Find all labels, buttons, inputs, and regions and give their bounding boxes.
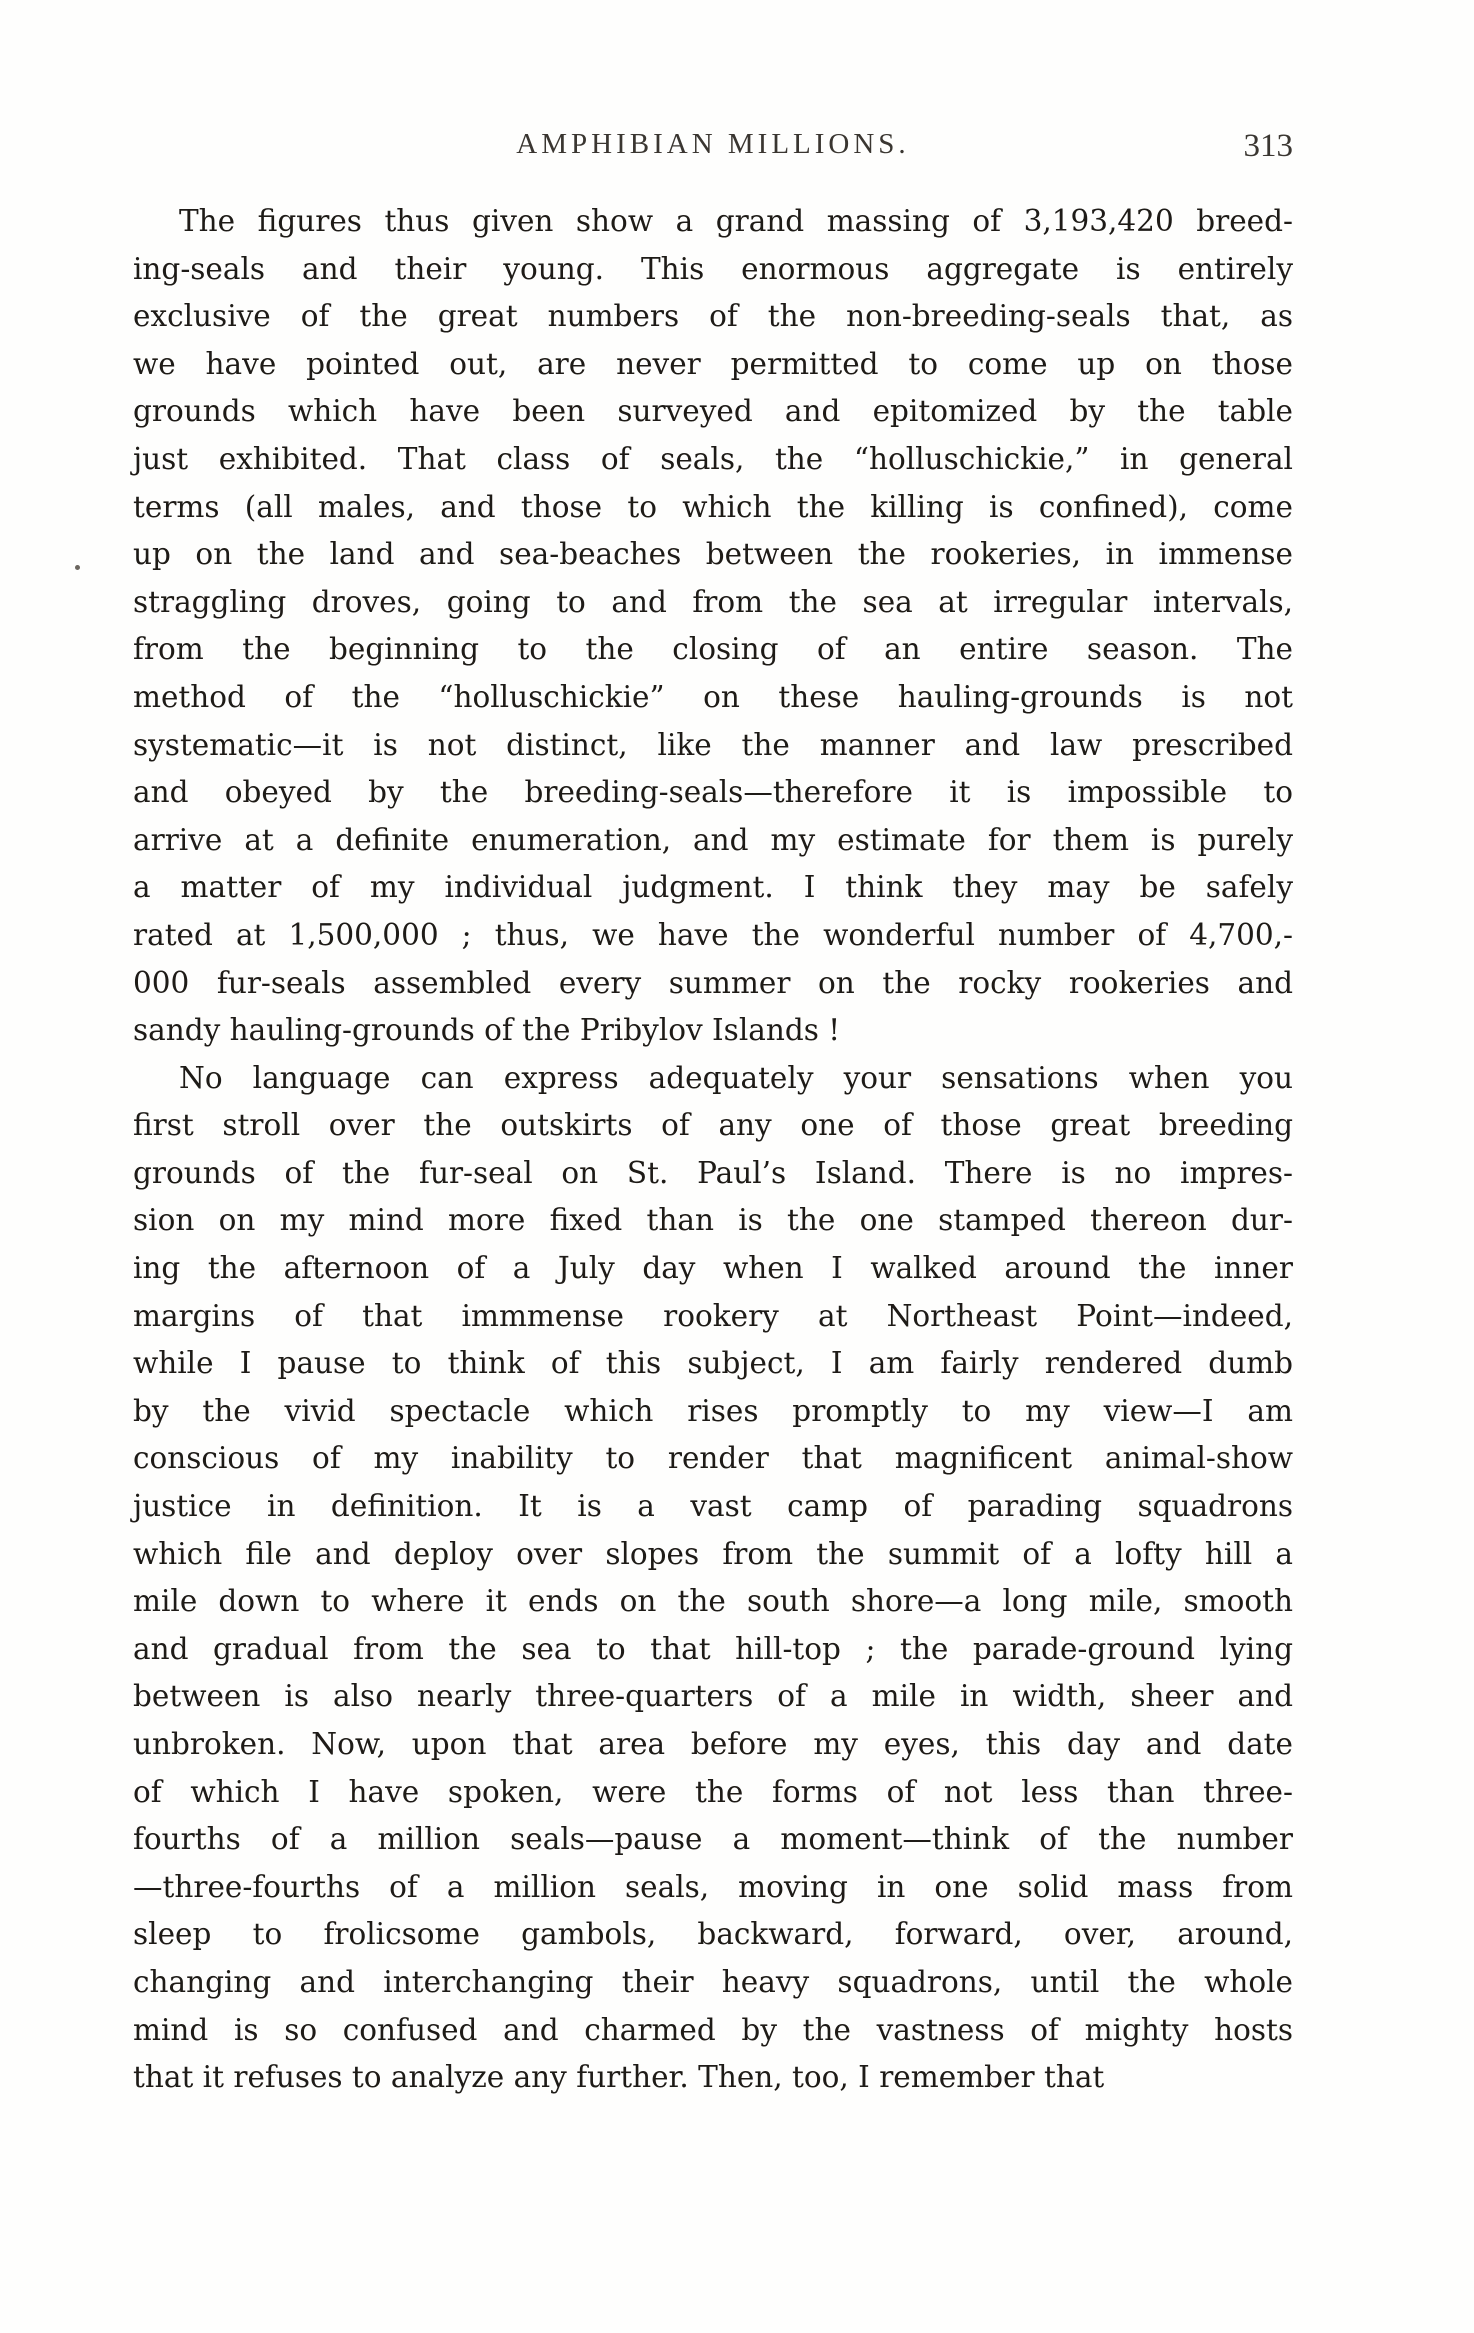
text-line: changing and interchanging their heavy squadrons, until the whole <box>133 1964 1293 1999</box>
text-line: and obeyed by the breeding-seals—therefore it is impossible to <box>133 775 1293 810</box>
body-text <box>133 198 1293 2102</box>
text-line: rated at 1,500,000 ; thus, we have the wonderful number of 4,700,- <box>133 917 1293 952</box>
text-line: mile down to where it ends on the south shore—a long mile, smooth <box>133 1584 1293 1619</box>
text-line: a matter of my individual judgment. I think they may be safely <box>133 870 1293 905</box>
text-line: that it refuses to analyze any further. Then, too, I remember that <box>133 2060 1105 2095</box>
text-line: while I pause to think of this subject, I am fairly rendered dumb <box>133 1346 1293 1381</box>
text-line: between is also nearly three-quarters of a mile in width, sheer and <box>133 1679 1293 1714</box>
text-line: of which I have spoken, were the forms of not less than three- <box>133 1774 1293 1809</box>
text-line: sandy hauling-grounds of the Pribylov Islands ! <box>133 1013 841 1048</box>
text-line: ing the afternoon of a July day when I walked around the inner <box>133 1251 1293 1286</box>
text-line: exclusive of the great numbers of the non-breeding-seals that, as <box>133 299 1293 334</box>
text-line: arrive at a definite enumeration, and my estimate for them is purely <box>133 822 1293 857</box>
text-line: The figures thus given show a grand massing of 3,193,420 breed- <box>179 204 1293 238</box>
text-line: terms (all males, and those to which the killing is confined), come <box>133 489 1293 524</box>
text-line: fourths of a million seals—pause a moment—think of the number <box>133 1822 1293 1857</box>
running-title: AMPHIBIAN MILLIONS. <box>516 128 910 160</box>
text-line: —three-fourths of a million seals, moving in one solid mass from <box>133 1869 1293 1904</box>
text-line: just exhibited. That class of seals, the “holluschickie,” in general <box>133 441 1293 476</box>
text-line: method of the “holluschickie” on these hauling-grounds is not <box>133 679 1293 714</box>
text-line: justice in definition. It is a vast camp of parading squadrons <box>133 1489 1293 1524</box>
text-line: margins of that immmense rookery at Northeast Point—indeed, <box>133 1298 1293 1333</box>
running-head <box>133 128 1293 168</box>
text-line: by the vivid spectacle which rises promptly to my view—I am <box>133 1393 1293 1428</box>
text-line: grounds which have been surveyed and epitomized by the table <box>133 394 1293 429</box>
text-line: first stroll over the outskirts of any one of those great breeding <box>133 1108 1293 1143</box>
text-line: which file and deploy over slopes from the summit of a lofty hill a <box>133 1536 1293 1571</box>
text-line: ing-seals and their young. This enormous aggregate is entirely <box>133 251 1293 286</box>
text-line: unbroken. Now, upon that area before my eyes, this day and date <box>133 1727 1293 1761</box>
text-line: 000 fur-seals assembled every summer on the rocky rookeries and <box>133 965 1293 1000</box>
paragraph <box>133 1055 1293 2102</box>
text-line: we have pointed out, are never permitted to come up on those <box>133 346 1293 381</box>
margin-mark <box>75 565 80 570</box>
text-line: from the beginning to the closing of an entire season. The <box>133 632 1293 667</box>
text-line: straggling droves, going to and from the sea at irregular intervals, <box>133 584 1293 619</box>
text-line: up on the land and sea-beaches between the rookeries, in immense <box>133 537 1293 572</box>
text-line: and gradual from the sea to that hill-top ; the parade-ground lying <box>133 1631 1293 1666</box>
text-line: grounds of the fur-seal on St. Paul’s Island. There is no impres- <box>133 1155 1293 1190</box>
text-line: No language can express adequately your sensations when you <box>179 1060 1293 1095</box>
page-number: 313 <box>1243 128 1293 164</box>
text-line: mind is so confused and charmed by the vastness of mighty hosts <box>133 2012 1293 2047</box>
text-line: sleep to frolicsome gambols, backward, forward, over, around, <box>133 1917 1293 1952</box>
paragraph <box>133 198 1293 1055</box>
text-line: systematic—it is not distinct, like the manner and law prescribed <box>133 727 1293 762</box>
text-line: conscious of my inability to render that magnificent animal-show <box>133 1441 1293 1476</box>
text-line: sion on my mind more fixed than is the one stamped thereon dur- <box>133 1203 1293 1238</box>
